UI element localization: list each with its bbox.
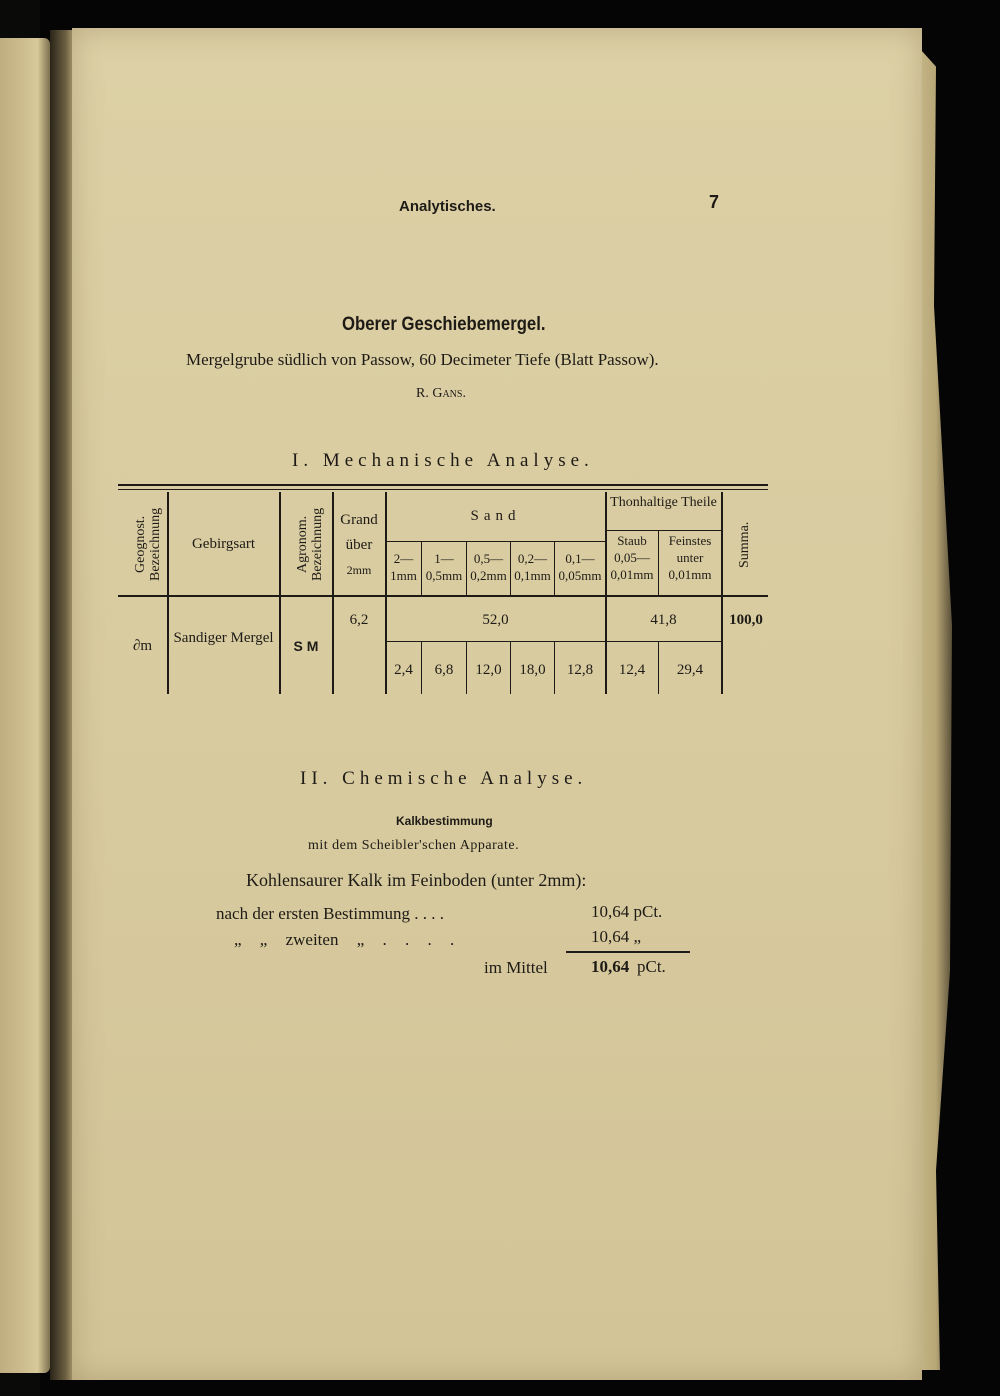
col-header-gebirgsart: Gebirgsart: [191, 536, 256, 552]
thon-subheader-rule: [605, 530, 721, 531]
col-header-agronom: Agronom. Bezeichnung: [295, 507, 325, 581]
second-determination-label: „ „ zweiten „ . . . .: [234, 930, 455, 949]
left-page-edge: [0, 38, 50, 1373]
col-header-summa: Summa.: [737, 521, 752, 569]
mean-value: 10,64: [591, 957, 630, 976]
cell-sand-value: 2,4: [394, 662, 413, 678]
grand-label: Grand: [340, 512, 378, 528]
table-top-rule: [118, 484, 768, 486]
sand-sub-header: 0,5— 0,2mm: [470, 551, 507, 583]
sand-subheader-rule: [385, 541, 605, 542]
body-subrow-rule: [385, 641, 721, 642]
table-header-rule: [118, 595, 768, 597]
kalk-title: Kalkbestimmung: [396, 814, 493, 828]
cell-thon-value: 12,4: [618, 662, 646, 678]
mean-label: im Mittel: [484, 958, 548, 977]
thon-sub-header: Staub 0,05— 0,01mm: [610, 533, 654, 582]
col-header-sand: Sand: [470, 508, 521, 524]
section-title: Oberer Geschiebemergel.: [342, 314, 546, 335]
mechanical-analysis-heading: I. Mechanische Analyse.: [292, 450, 594, 471]
col-header-grand: [333, 508, 385, 583]
first-determination-label: nach der ersten Bestimmung . . . .: [216, 904, 445, 923]
sand-sub-header: 0,2— 0,1mm: [514, 551, 551, 583]
book-page: [72, 28, 922, 1380]
location-line: Mergelgrube südlich von Passow, 60 Decimeter Tiefe (Blatt Passow).: [186, 350, 659, 369]
cell-summa: 100,0: [729, 612, 763, 628]
sand-sub-header: 2— 1mm: [390, 551, 417, 583]
kalk-intro: Kohlensaurer Kalk im Feinboden (unter 2mm):: [246, 870, 587, 890]
grand-ueber: über: [345, 537, 373, 553]
table-top-rule-thin: [118, 489, 768, 490]
cell-sand-value: 12,8: [566, 662, 594, 678]
first-determination-value: 10,64 pCt.: [591, 902, 663, 921]
cell-sand-value: 18,0: [519, 662, 546, 678]
cell-sand-value: 12,0: [475, 662, 502, 678]
cell-agronom: S M: [293, 638, 319, 654]
cell-geognost: ∂m: [132, 638, 153, 654]
thon-sub-header: Feinstes unter 0,01mm: [668, 533, 712, 582]
cell-thon-value: 29,4: [676, 662, 704, 678]
sand-sub-header: 1— 0,5mm: [425, 551, 463, 583]
cell-sand-value: 6,8: [434, 662, 454, 678]
table-vline: [721, 492, 723, 694]
mean-unit: pCt.: [637, 957, 666, 976]
col-header-thon: Thonhaltige Theile: [610, 495, 717, 510]
sum-rule: [566, 951, 690, 953]
cell-sand-total: 52,0: [482, 612, 509, 628]
cell-grand: 6,2: [349, 612, 369, 628]
col-header-geognost: Geognost. Bezeichnung: [133, 507, 163, 581]
analyst-name: R. Gans.: [416, 386, 466, 401]
running-title: Analytisches.: [399, 198, 496, 215]
table-vline: [167, 492, 169, 694]
grand-size: 2mm: [346, 563, 372, 577]
cell-gebirgsart: Sandiger Mergel: [173, 630, 274, 646]
page-number: 7: [709, 192, 720, 212]
table-vline: [279, 492, 281, 694]
chemical-analysis-heading: II. Chemische Analyse.: [300, 768, 588, 789]
sand-sub-header: 0,1— 0,05mm: [558, 551, 602, 583]
second-determination-value: 10,64 „: [591, 927, 642, 946]
kalk-subtitle: mit dem Scheibler'schen Apparate.: [308, 838, 520, 853]
cell-thon-total: 41,8: [650, 612, 677, 628]
